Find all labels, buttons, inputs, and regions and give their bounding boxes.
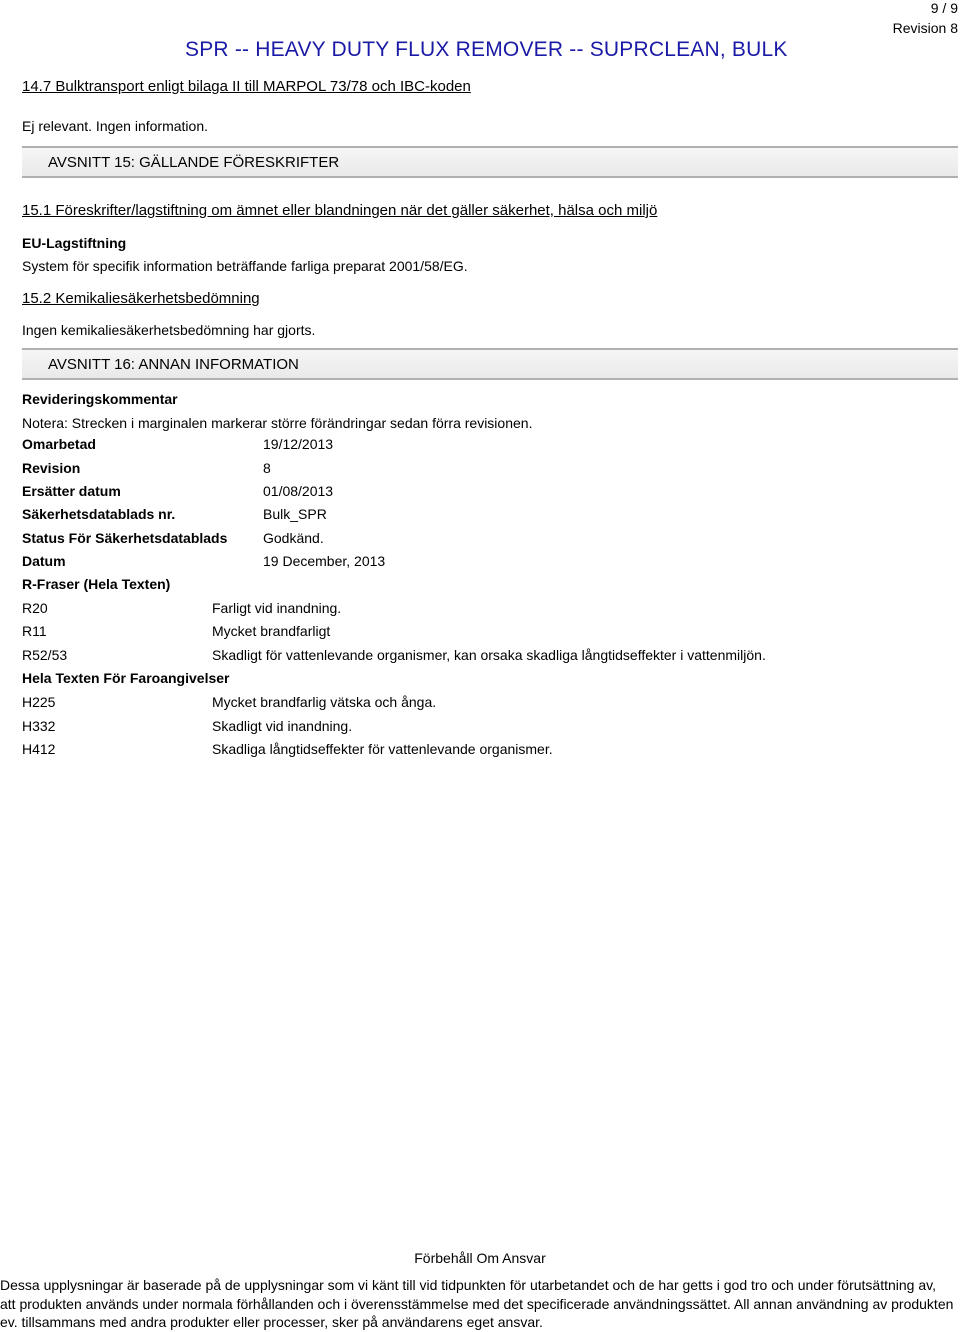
r-phrase-code: R20	[22, 600, 48, 616]
disclaimer-line: att produkten används under normala förhållanden och i överensstämmelse med det specificerade användningssättet. All annan användning av produkten	[0, 1295, 954, 1312]
disclaimer-line: ev. tillsammans med andra produkter eller processer, sker på användarens eget ansvar.	[0, 1314, 543, 1330]
h-phrase-code: H225	[22, 694, 56, 710]
document-title: SPR -- HEAVY DUTY FLUX REMOVER -- SUPRCLEAN, BULK	[185, 38, 788, 61]
h-phrases-label: Hela Texten För Faroangivelser	[22, 670, 230, 686]
h-phrase-code: H332	[22, 718, 56, 734]
field-label-date: Datum	[22, 553, 66, 569]
r-phrase-code: R52/53	[22, 647, 68, 663]
r-phrase-code: R11	[22, 623, 47, 639]
r-phrases-label: R-Fraser (Hela Texten)	[22, 576, 171, 592]
field-label-sds-number: Säkerhetsdatablads nr.	[22, 506, 176, 522]
disclaimer-text	[0, 1276, 954, 1332]
h-phrase-text: Mycket brandfarlig vätska och ånga.	[212, 694, 437, 710]
section-15-2-heading: 15.2 Kemikaliesäkerhetsbedömning	[22, 290, 260, 307]
eu-legislation-text: System för specifik information beträffande farliga preparat 2001/58/EG.	[22, 258, 468, 274]
section-15-title: AVSNITT 15: GÄLLANDE FÖRESKRIFTER	[48, 154, 340, 171]
section-15-2-text: Ingen kemikaliesäkerhetsbedömning har gjorts.	[22, 322, 316, 338]
field-value-revision: 8	[263, 460, 271, 476]
field-value-revised: 19/12/2013	[263, 436, 334, 452]
section-16-title: AVSNITT 16: ANNAN INFORMATION	[48, 356, 299, 373]
disclaimer-line: Dessa upplysningar är baserade på de upplysningar som vi känt till vid tidpunkten för utarbetandet och de har getts i god tro och under förutsättning av,	[0, 1277, 936, 1293]
revision-comment-label: Revideringskommentar	[22, 391, 178, 407]
r-phrase-text: Farligt vid inandning.	[212, 600, 342, 616]
field-label-revised: Omarbetad	[22, 436, 96, 452]
h-phrase-text: Skadliga långtidseffekter för vattenlevande organismer.	[212, 741, 553, 757]
r-phrase-text: Mycket brandfarligt	[212, 623, 331, 639]
field-value-sds-number: Bulk_SPR	[263, 506, 327, 522]
section-14-7-text: Ej relevant. Ingen information.	[22, 118, 208, 134]
section-15-1-heading: 15.1 Föreskrifter/lagstiftning om ämnet eller blandningen när det gäller säkerhet, hälsa och miljö	[22, 202, 658, 219]
field-value-sds-status: Godkänd.	[263, 530, 324, 546]
section-14-7-heading: 14.7 Bulktransport enligt bilaga II till MARPOL 73/78 och IBC-koden	[22, 78, 471, 95]
page-number: 9 / 9	[930, 0, 958, 16]
field-label-supersedes-date: Ersätter datum	[22, 483, 121, 499]
field-value-supersedes-date: 01/08/2013	[263, 483, 334, 499]
field-label-sds-status: Status För Säkerhetsdatablads	[22, 530, 228, 546]
section-16-band	[22, 348, 958, 380]
h-phrase-text: Skadligt vid inandning.	[212, 718, 353, 734]
revision-comment-text: Notera: Strecken i marginalen markerar större förändringar sedan förra revisionen.	[22, 415, 533, 431]
r-phrase-text: Skadligt för vattenlevande organismer, kan orsaka skadliga långtidseffekter i vattenmiljön.	[212, 647, 766, 663]
h-phrase-code: H412	[22, 741, 56, 757]
field-value-date: 19 December, 2013	[263, 553, 386, 569]
disclaimer-title: Förbehåll Om Ansvar	[414, 1250, 546, 1266]
field-label-revision: Revision	[22, 460, 81, 476]
eu-legislation-label: EU-Lagstiftning	[22, 235, 127, 251]
header-revision: Revision 8	[892, 20, 958, 36]
section-15-band	[22, 146, 958, 178]
